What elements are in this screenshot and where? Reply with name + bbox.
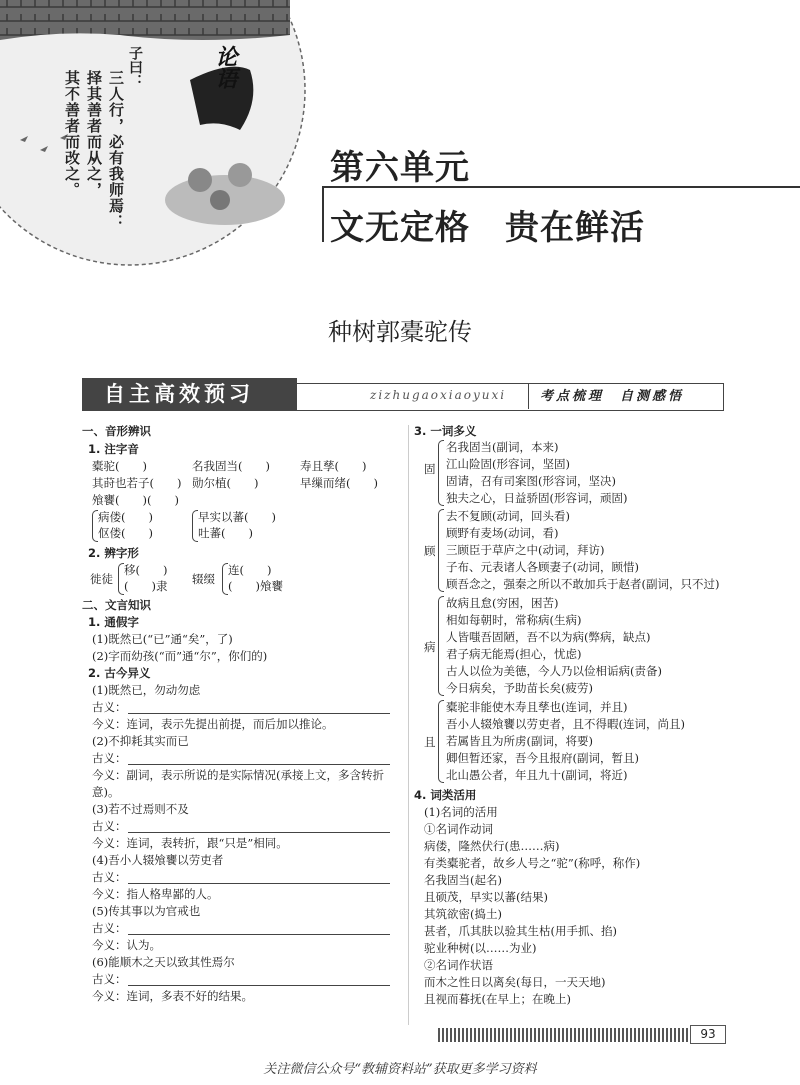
text-line: 今义：连词，表转折，跟“只是”相同。	[92, 836, 288, 850]
polysemy-item: 顾吾念之，强秦之所以不敢加兵于赵者(副词，只不过)	[446, 577, 720, 591]
pronounce-item: 寿且孳( )	[300, 459, 367, 473]
text-line: (2)不抑耗其实而已	[92, 734, 189, 748]
header-illustration	[0, 0, 310, 290]
column-divider	[408, 425, 409, 1025]
polysemy-item: 卿但暂还家，吾今且报府(副词，暂且)	[446, 751, 639, 765]
polysemy-char: 病	[424, 640, 436, 654]
unit-title: 第六单元	[330, 148, 470, 188]
text-line: (5)传其事以为官戒也	[92, 904, 201, 918]
banner-title: 自主高效预习	[104, 382, 254, 406]
text-line: 今义：认为。	[92, 938, 161, 952]
polysemy-item: 江山险固(形容词，坚固)	[446, 457, 570, 471]
gu-label: 古义：	[92, 870, 127, 884]
polysemy-item: 独夫之心，日益骄固(形容词，顽固)	[446, 491, 628, 505]
sub-heading: 4. 词类活用	[414, 788, 477, 802]
polysemy-item: 吾小人辍飧饔以劳吏者，且不得暇(连词，尚且)	[446, 717, 685, 731]
pronounce-item: 橐驼( )	[92, 459, 147, 473]
text-line: (1)既然已(“已”通“矣”，了)	[92, 632, 233, 646]
brace	[438, 509, 444, 592]
polysemy-item: 北山愚公者，年且九十(副词，将近)	[446, 768, 628, 782]
usage-line: ①名词作动词	[424, 822, 493, 836]
usage-line: 名我固当(起名)	[424, 873, 502, 887]
quote-line: 择其善者而从之，	[85, 70, 103, 198]
sub-heading: 1. 通假字	[88, 615, 139, 629]
text-line: 今义：指人格卑鄙的人。	[92, 887, 219, 901]
polysemy-item: 故病且怠(穷困，困苦)	[446, 596, 559, 610]
polysemy-item: 固请，召有司案图(形容词，坚决)	[446, 474, 616, 488]
char-item: ( )隶	[124, 579, 168, 593]
text-line: (2)字而幼孩(“而”通“尔”，你们的)	[92, 649, 268, 663]
polysemy-item: 三顾臣于草庐之中(动词，拜访)	[446, 543, 605, 557]
usage-line: ②名词作状语	[424, 958, 493, 972]
answer-blank	[128, 713, 390, 714]
char-item: 连( )	[228, 563, 272, 577]
section-heading: 二、文言知识	[82, 598, 151, 612]
text-line: (4)吾小人辍飧饔以劳吏者	[92, 853, 224, 867]
text-line: 今义：连词，多表不好的结果。	[92, 989, 253, 1003]
char-item: 移( )	[124, 563, 168, 577]
page-number: 93	[690, 1025, 726, 1044]
polysemy-item: 相如每朝时，常称病(生病)	[446, 613, 582, 627]
polysemy-char: 顾	[424, 544, 436, 558]
pronounce-item: 名我固当( )	[192, 459, 270, 473]
usage-line: 其筑欲密(捣土)	[424, 907, 502, 921]
page-number-bar	[438, 1028, 723, 1042]
brace	[438, 596, 444, 696]
pronounce-item: 早缫而绪( )	[300, 476, 378, 490]
sub-heading: 2. 辨字形	[88, 546, 139, 560]
quote-title: 子曰：	[127, 46, 143, 88]
gu-label: 古义：	[92, 700, 127, 714]
quote-line: 三人行，必有我师焉：	[107, 70, 125, 230]
text-line: (6)能顺木之天以致其性焉尔	[92, 955, 235, 969]
pronounce-item: 病偻( )	[98, 510, 153, 524]
polysemy-item: 今日病矣，予助苗长矣(疲劳)	[446, 681, 593, 695]
answer-blank	[128, 883, 390, 884]
sub-heading: 1. 注字音	[88, 442, 139, 456]
text-line: (3)若不过焉则不及	[92, 802, 189, 816]
answer-blank	[128, 985, 390, 986]
usage-line: 病偻，隆然伏行(患……病)	[424, 839, 560, 853]
text-line: 今义：连词，表示先提出前提，而后加以推论。	[92, 717, 334, 731]
text-line: 意)。	[92, 785, 120, 799]
polysemy-item: 顾野有麦场(动词，看)	[446, 526, 559, 540]
usage-line: 驼业种树(以……为业)	[424, 941, 537, 955]
sub-heading: 3. 一词多义	[414, 424, 477, 438]
gu-label: 古义：	[92, 972, 127, 986]
polysemy-item: 去不复顾(动词，回头看)	[446, 509, 570, 523]
gu-label: 古义：	[92, 921, 127, 935]
char-item: ( )飧饔	[228, 579, 283, 593]
pronounce-item: 早实以蕃( )	[198, 510, 276, 524]
gu-label: 古义：	[92, 819, 127, 833]
quote-line: 其不善者而改之。	[63, 70, 81, 198]
usage-line: 而木之性日以离矣(每日，一天天地)	[424, 975, 606, 989]
polysemy-char: 固	[424, 462, 436, 476]
polysemy-item: 古人以俭为美德，今人乃以俭相诟病(责备)	[446, 664, 662, 678]
pronounce-item: 吐蕃( )	[198, 526, 253, 540]
char-pair: 辍缀	[192, 572, 215, 586]
pronounce-item: 勋尔植( )	[192, 476, 259, 490]
char-pair: 徙徒	[90, 572, 113, 586]
usage-line: 甚者，爪其肤以验其生枯(用手抓、掐)	[424, 924, 617, 938]
banner-pinyin: zizhugaoxiaoyuxi	[370, 388, 507, 402]
pronounce-item: 伛偻( )	[98, 526, 153, 540]
polysemy-item: 子布、元表诸人各顾妻子(动词，顾惜)	[446, 560, 639, 574]
sub-heading: 2. 古今异义	[88, 666, 151, 680]
lunyu-calligraphy: 论语	[212, 45, 238, 89]
usage-line: 有类橐驼者，故乡人号之“驼”(称呼，称作)	[424, 856, 641, 870]
lesson-title: 种树郭橐驼传	[328, 318, 472, 346]
text-line: (1)既然已，勿动勿虑	[92, 683, 201, 697]
title-rule-vertical	[322, 186, 324, 242]
answer-blank	[128, 832, 390, 833]
banner-tagline: 考点梳理 自测感悟	[540, 389, 685, 404]
usage-line: 且硕茂，早实以蕃(结果)	[424, 890, 548, 904]
polysemy-item: 人皆嗤吾固陋，吾不以为病(弊病，缺点)	[446, 630, 651, 644]
gu-label: 古义：	[92, 751, 127, 765]
unit-subtitle: 文无定格 贵在鲜活	[330, 208, 645, 248]
answer-blank	[128, 934, 390, 935]
brace	[438, 700, 444, 783]
answer-blank	[128, 764, 390, 765]
brace	[438, 440, 444, 506]
usage-line: 且视而暮抚(在早上；在晚上)	[424, 992, 571, 1006]
footer-note: 关注微信公众号“教辅资料站”获取更多学习资料	[263, 1062, 537, 1077]
polysemy-item: 橐驼非能使木寿且孳也(连词，并且)	[446, 700, 628, 714]
usage-line: (1)名词的活用	[424, 805, 498, 819]
text-line: 今义：副词，表示所说的是实际情况(承接上文，多含转折	[92, 768, 384, 782]
polysemy-item: 君子病无能焉(担心，忧虑)	[446, 647, 582, 661]
polysemy-item: 名我固当(副词，本来)	[446, 440, 559, 454]
section-heading: 一、音形辨识	[82, 424, 151, 438]
pronounce-item: 飧饔( )( )	[92, 493, 179, 507]
banner-divider	[528, 383, 529, 409]
pronounce-item: 其莳也若子( )	[92, 476, 182, 490]
polysemy-item: 若属皆且为所虏(副词，将要)	[446, 734, 593, 748]
polysemy-char: 且	[424, 735, 436, 749]
